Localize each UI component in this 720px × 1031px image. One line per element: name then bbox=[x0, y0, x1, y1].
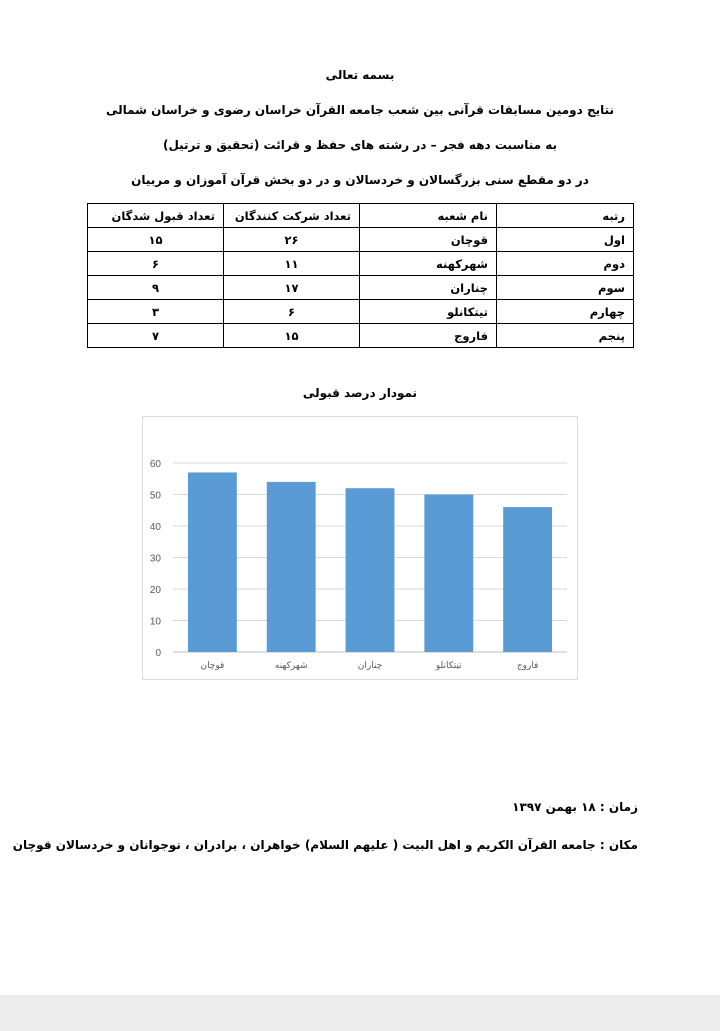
cell-participants: ۲۶ bbox=[224, 228, 360, 252]
cell-branch: قوچان bbox=[360, 228, 497, 252]
chart-bar bbox=[503, 507, 552, 652]
table-header-row bbox=[88, 204, 634, 228]
x-tick-label: فاروج bbox=[516, 661, 539, 671]
header-branch: نام شعبه bbox=[360, 204, 497, 228]
chart-bar bbox=[267, 482, 316, 652]
cell-rank: پنجم bbox=[497, 324, 634, 348]
event-place: مکان : جامعه القرآن الکریم و اهل البیت ( علیهم السلام) خواهران ، برادران ، نوجوانان و خردسالان قوچان bbox=[12, 838, 638, 852]
x-tick-label: تیتکانلو bbox=[435, 661, 462, 671]
cell-participants: ۶ bbox=[224, 300, 360, 324]
chart-bar bbox=[346, 488, 395, 652]
header-rank: رتبه bbox=[497, 204, 634, 228]
subtitle-occasion: به مناسبت دهه فجر – در رشته های حفظ و قرائت (تحقیق و ترتیل) bbox=[162, 138, 558, 152]
cell-branch: چناران bbox=[360, 276, 497, 300]
header-accepted: تعداد قبول شدگان bbox=[88, 204, 224, 228]
table-row bbox=[88, 252, 634, 276]
x-tick-label: چناران bbox=[357, 661, 383, 671]
y-tick-label: 20 bbox=[149, 585, 161, 596]
x-tick-label: قوچان bbox=[200, 661, 225, 671]
heading-bismillah: بسمه تعالی bbox=[325, 68, 395, 82]
cell-rank: سوم bbox=[497, 276, 634, 300]
document-title: نتایج دومین مسابقات قرآنی بین شعب جامعه القرآن خراسان رضوی و خراسان شمالی bbox=[105, 103, 615, 117]
chart-bar bbox=[188, 472, 237, 652]
subtitle-categories: در دو مقطع سنی بزرگسالان و خردسالان و در دو بخش قرآن آموزان و مربیان bbox=[131, 173, 589, 187]
cell-participants: ۱۱ bbox=[224, 252, 360, 276]
y-tick-label: 40 bbox=[149, 522, 161, 533]
bar-chart bbox=[142, 416, 578, 680]
y-tick-label: 10 bbox=[149, 616, 161, 628]
table-row bbox=[88, 276, 634, 300]
cell-rank: دوم bbox=[497, 252, 634, 276]
event-time: زمان : ۱۸ بهمن ۱۳۹۷ bbox=[512, 800, 638, 814]
cell-accepted: ۶ bbox=[88, 252, 224, 276]
cell-participants: ۱۵ bbox=[224, 324, 360, 348]
cell-accepted: ۷ bbox=[88, 324, 224, 348]
cell-branch: شهرکهنه bbox=[360, 252, 497, 276]
table-row bbox=[88, 324, 634, 348]
x-tick-label: شهرکهنه bbox=[274, 661, 308, 671]
y-tick-label: 50 bbox=[149, 490, 161, 502]
chart-bar bbox=[424, 495, 473, 653]
table-row bbox=[88, 300, 634, 324]
y-tick-label: 0 bbox=[155, 648, 161, 659]
cell-accepted: ۱۵ bbox=[88, 228, 224, 252]
cell-participants: ۱۷ bbox=[224, 276, 360, 300]
cell-accepted: ۳ bbox=[88, 300, 224, 324]
cell-branch: تیتکانلو bbox=[360, 300, 497, 324]
cell-accepted: ۹ bbox=[88, 276, 224, 300]
y-tick-label: 60 bbox=[149, 459, 161, 470]
results-table bbox=[87, 203, 634, 348]
cell-rank: چهارم bbox=[497, 300, 634, 324]
table-row bbox=[88, 228, 634, 252]
header-participants: تعداد شرکت کنندگان bbox=[224, 204, 360, 228]
chart-canvas bbox=[143, 417, 577, 679]
chart-title: نمودار درصد قبولی bbox=[302, 386, 418, 400]
cell-rank: اول bbox=[497, 228, 634, 252]
y-tick-label: 30 bbox=[149, 553, 161, 565]
cell-branch: فاروج bbox=[360, 324, 497, 348]
